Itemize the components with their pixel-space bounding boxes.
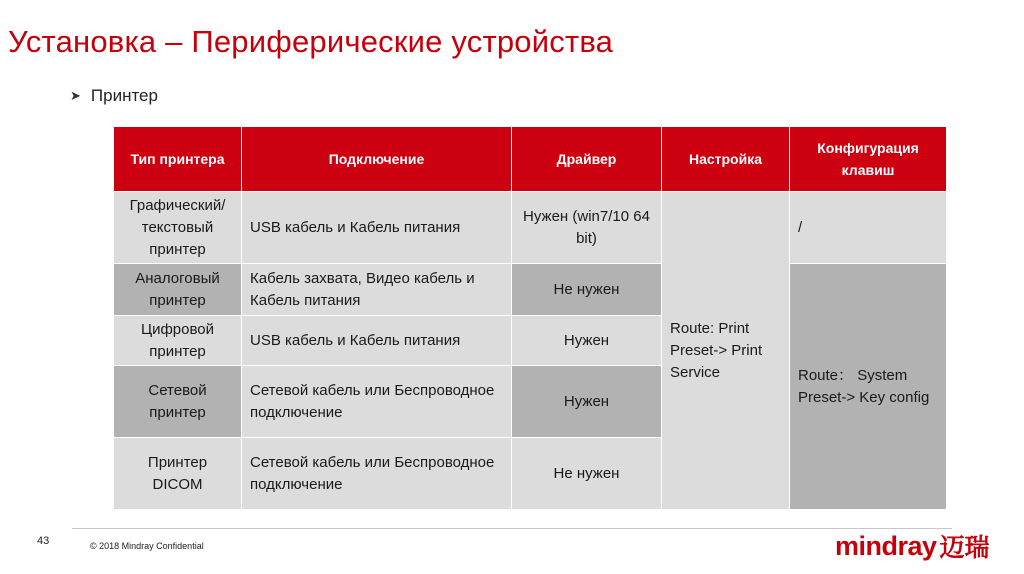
page-number: 43: [37, 535, 50, 547]
header-cell: Драйвер: [512, 127, 662, 192]
copyright-notice: © 2018 Mindray Confidential: [90, 541, 204, 551]
footer-divider: [72, 528, 952, 529]
mindray-logo: [835, 530, 990, 562]
driver-cell: Нужен: [512, 316, 662, 366]
header-cell: Тип принтера: [114, 127, 242, 192]
bullet-label: Принтер: [90, 86, 158, 105]
printer-type-cell: Цифровой принтер: [114, 316, 242, 366]
printer-type-cell: Графический/ текстовый принтер: [114, 192, 242, 264]
table-header-row: [114, 127, 947, 192]
header-cell: Подключение: [242, 127, 512, 192]
logo-cjk-text: 迈瑞: [939, 533, 990, 562]
key-config-cell: Route： System Preset-> Key config: [790, 264, 947, 510]
printer-type-cell: Аналоговый принтер: [114, 264, 242, 316]
driver-cell: Не нужен: [512, 438, 662, 510]
connection-cell: USB кабель и Кабель питания: [242, 316, 512, 366]
header-cell: Конфигурация клавиш: [790, 127, 947, 192]
connection-cell: Сетевой кабель или Беспроводное подключение: [242, 366, 512, 438]
table-row: [114, 264, 947, 316]
printer-type-cell: Сетевой принтер: [114, 366, 242, 438]
bullet-item: [70, 86, 158, 106]
connection-cell: Кабель захвата, Видео кабель и Кабель питания: [242, 264, 512, 316]
key-config-cell: /: [790, 192, 947, 264]
driver-cell: Не нужен: [512, 264, 662, 316]
printer-type-cell: Принтер DICOM: [114, 438, 242, 510]
driver-cell: Нужен: [512, 366, 662, 438]
table-row: [114, 192, 947, 264]
header-cell: Настройка: [662, 127, 790, 192]
setup-cell: Route: Print Preset-> Print Service: [662, 192, 790, 510]
slide-title: Установка – Периферические устройства: [8, 24, 614, 59]
connection-cell: Сетевой кабель или Беспроводное подключение: [242, 438, 512, 510]
driver-cell: Нужен (win7/10 64 bit): [512, 192, 662, 264]
printer-table: [113, 126, 947, 510]
connection-cell: USB кабель и Кабель питания: [242, 192, 512, 264]
arrow-bullet-icon: ➤: [70, 88, 81, 103]
logo-latin-text: mindray: [835, 530, 937, 561]
